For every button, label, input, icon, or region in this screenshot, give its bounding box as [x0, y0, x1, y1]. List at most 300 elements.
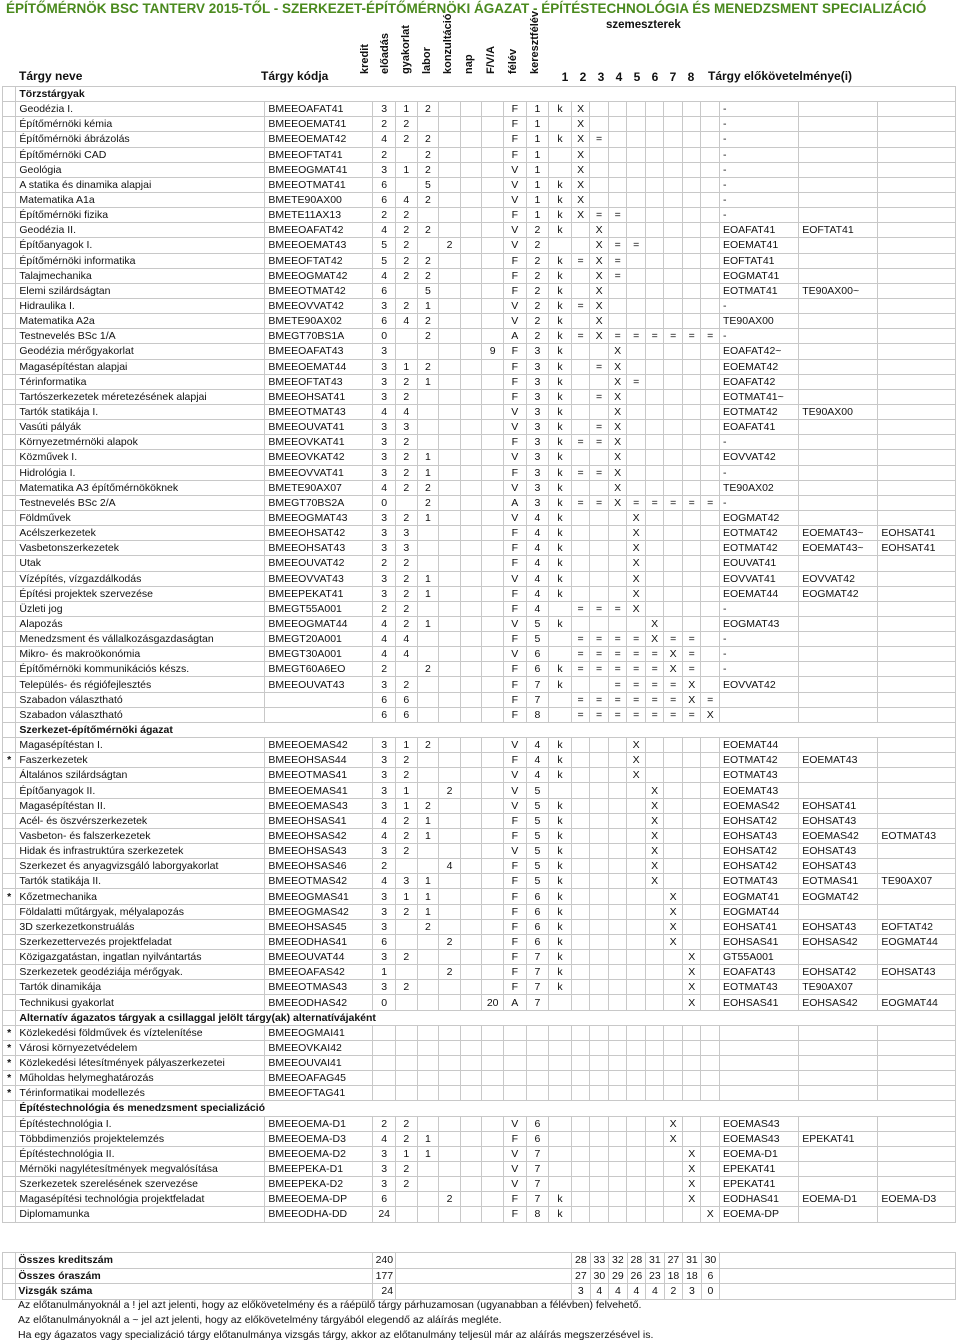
cell [701, 647, 720, 662]
cell [608, 571, 627, 586]
cell [608, 889, 627, 904]
alternative-marker [3, 404, 16, 419]
cell [682, 1086, 701, 1101]
cell: X [608, 374, 627, 389]
prerequisite [799, 1086, 878, 1101]
cell: V [503, 1161, 526, 1176]
subject-code: BMEEOEMA-D3 [265, 1131, 373, 1146]
alternative-marker [3, 828, 16, 843]
cell [682, 1116, 701, 1131]
cell: 2 [396, 1116, 418, 1131]
cell: 5 [526, 632, 549, 647]
cell [627, 919, 646, 934]
cell: 4 [526, 586, 549, 601]
cell [627, 1071, 646, 1086]
cell: 2 [396, 753, 418, 768]
subject-code: BMETE11AX13 [265, 208, 373, 223]
prerequisite [799, 647, 878, 662]
summary-row [3, 1284, 956, 1300]
cell [417, 1040, 439, 1055]
prerequisite: EOUVAT41 [719, 556, 798, 571]
section-title: Építéstechnológia és menedzsment specializáció [16, 1101, 956, 1116]
cell: = [701, 692, 720, 707]
cell [439, 904, 461, 919]
cell: = [571, 495, 590, 510]
cell [439, 1071, 461, 1086]
cell: F [503, 526, 526, 541]
cell [664, 147, 683, 162]
cell [439, 798, 461, 813]
alternative-marker [3, 420, 16, 435]
subject-code: BMEEOHSAS43 [265, 844, 373, 859]
prerequisite [878, 738, 956, 753]
prerequisite [878, 813, 956, 828]
prerequisite: EOTMAT42 [719, 526, 798, 541]
header-vertical-label: félév [507, 48, 519, 74]
prerequisite: EOHSAS42 [799, 934, 878, 949]
prerequisite: EOEMAT43~ [799, 526, 878, 541]
cell [439, 556, 461, 571]
prerequisite [878, 859, 956, 874]
cell: k [549, 965, 572, 980]
cell [682, 480, 701, 495]
cell [608, 738, 627, 753]
cell [720, 1268, 956, 1284]
subject-code: BMETE90AX02 [265, 314, 373, 329]
cell [417, 117, 439, 132]
prerequisite [799, 1177, 878, 1192]
cell [590, 616, 609, 631]
cell [571, 389, 590, 404]
cell: F [503, 117, 526, 132]
cell: = [627, 329, 646, 344]
cell [701, 314, 720, 329]
prerequisite: EOEMAS42 [799, 828, 878, 843]
cell: = [590, 601, 609, 616]
alternative-marker [3, 1192, 16, 1207]
table-row [3, 1207, 956, 1222]
cell [571, 404, 590, 419]
cell [460, 359, 482, 374]
alternative-marker [3, 344, 16, 359]
cell [439, 268, 461, 283]
cell: X [682, 980, 701, 995]
table-row [3, 526, 956, 541]
cell [439, 132, 461, 147]
cell [682, 208, 701, 223]
summary-table [2, 1252, 956, 1300]
cell [590, 1071, 609, 1086]
cell: 5 [526, 783, 549, 798]
cell: V [503, 238, 526, 253]
prerequisite [799, 1116, 878, 1131]
table-row [3, 268, 956, 283]
subject-name: Technikusi gyakorlat [16, 995, 265, 1010]
prerequisite: EOHSAT41 [878, 526, 956, 541]
header-subject-code: Tárgy kódja [261, 69, 329, 83]
cell [460, 889, 482, 904]
cell: 1 [417, 904, 439, 919]
cell: k [549, 374, 572, 389]
cell [460, 374, 482, 389]
cell [571, 1025, 590, 1040]
prerequisite [719, 1025, 798, 1040]
table-row [3, 738, 956, 753]
cell [571, 738, 590, 753]
cell [417, 344, 439, 359]
table-row [3, 329, 956, 344]
cell [645, 192, 664, 207]
cell [627, 798, 646, 813]
cell [460, 465, 482, 480]
cell [439, 874, 461, 889]
subject-name: Diplomamunka [16, 1207, 265, 1222]
cell: 3 [373, 677, 396, 692]
cell: 3 [396, 420, 418, 435]
table-row [3, 1192, 956, 1207]
cell [460, 632, 482, 647]
cell [701, 828, 720, 843]
cell: 6 [526, 889, 549, 904]
cell [645, 359, 664, 374]
cell [571, 344, 590, 359]
cell [701, 1116, 720, 1131]
cell: X [608, 480, 627, 495]
cell [608, 147, 627, 162]
prerequisite [799, 950, 878, 965]
cell [417, 556, 439, 571]
cell: 1 [526, 192, 549, 207]
cell [627, 344, 646, 359]
prerequisite [799, 435, 878, 450]
cell: k [549, 298, 572, 313]
alternative-marker [3, 783, 16, 798]
cell [608, 132, 627, 147]
cell [590, 526, 609, 541]
subject-code [265, 692, 373, 707]
cell: k [549, 526, 572, 541]
cell: 3 [373, 1161, 396, 1176]
cell [627, 147, 646, 162]
cell [482, 208, 504, 223]
subject-name: Magasépítéstan alapjai [16, 359, 265, 374]
cell [701, 223, 720, 238]
cell [439, 147, 461, 162]
cell [682, 420, 701, 435]
prerequisite [799, 707, 878, 722]
alternative-marker [3, 738, 16, 753]
cell: = [608, 253, 627, 268]
cell: 2 [417, 132, 439, 147]
cell [645, 435, 664, 450]
cell [460, 768, 482, 783]
cell [439, 1086, 461, 1101]
cell: X [645, 798, 664, 813]
cell: A [503, 329, 526, 344]
cell [645, 1192, 664, 1207]
subject-name: Testnevelés BSc 2/A [16, 495, 265, 510]
cell: 2 [396, 601, 418, 616]
cell [701, 132, 720, 147]
cell: 1 [396, 798, 418, 813]
section-header-row [3, 87, 956, 102]
alternative-marker [3, 253, 16, 268]
alternative-marker [3, 208, 16, 223]
prerequisite [799, 329, 878, 344]
cell: X [664, 934, 683, 949]
cell [482, 889, 504, 904]
cell: V [503, 844, 526, 859]
cell [526, 1025, 549, 1040]
prerequisite: TE90AX02 [719, 480, 798, 495]
prerequisite: TE90AX07 [799, 980, 878, 995]
alternative-marker [3, 359, 16, 374]
cell [627, 102, 646, 117]
cell [664, 1071, 683, 1086]
cell: V [503, 298, 526, 313]
subject-code: BMEEOUVAT44 [265, 950, 373, 965]
prerequisite [719, 707, 798, 722]
subject-code: BMEEOAFAG45 [265, 1071, 373, 1086]
cell: X [571, 192, 590, 207]
alternative-marker [3, 904, 16, 919]
cell [590, 344, 609, 359]
subject-code: BMEEOEMAT44 [265, 359, 373, 374]
cell: X [627, 601, 646, 616]
cell: V [503, 404, 526, 419]
subject-name: Térinformatika [16, 374, 265, 389]
cell: 3 [373, 450, 396, 465]
cell [645, 919, 664, 934]
prerequisite: EOGMAT42 [719, 510, 798, 525]
cell [627, 480, 646, 495]
cell [482, 692, 504, 707]
subject-name: Építőmérnöki kémia [16, 117, 265, 132]
prerequisite: EOEMAT43~ [799, 541, 878, 556]
prerequisite [799, 268, 878, 283]
header-semester-number: 4 [615, 70, 623, 84]
subject-code: BMEEOGMAT43 [265, 510, 373, 525]
subject-name: Tartószerkezetek méretezésének alapjai [16, 389, 265, 404]
summary-label: Összes kreditszám [16, 1253, 373, 1269]
cell [682, 283, 701, 298]
cell [396, 1056, 418, 1071]
cell [590, 1192, 609, 1207]
prerequisite: - [719, 177, 798, 192]
subject-code: BMEEOHSAS42 [265, 828, 373, 843]
cell [627, 314, 646, 329]
prerequisite: EOEMAS43 [719, 1131, 798, 1146]
prerequisite: - [719, 435, 798, 450]
cell [3, 1010, 16, 1025]
prerequisite: EPEKAT41 [799, 1131, 878, 1146]
cell [608, 828, 627, 843]
cell [645, 934, 664, 949]
cell [549, 1086, 572, 1101]
subject-code: BMEEOAFAT42 [265, 223, 373, 238]
cell [627, 1056, 646, 1071]
cell: 2 [417, 480, 439, 495]
header-vertical [357, 24, 373, 86]
subject-code: BMEEOAFAS42 [265, 965, 373, 980]
cell [664, 480, 683, 495]
alternative-marker [3, 314, 16, 329]
cell [571, 753, 590, 768]
prerequisite: EOHSAT42 [719, 859, 798, 874]
cell: 4 [526, 753, 549, 768]
subject-name: Matematika A2a [16, 314, 265, 329]
table-row [3, 950, 956, 965]
summary-semester-value: 26 [627, 1268, 646, 1284]
cell: 6 [396, 707, 418, 722]
prerequisite: EPEKAT41 [719, 1177, 798, 1192]
table-row [3, 510, 956, 525]
cell: X [645, 632, 664, 647]
cell [460, 1161, 482, 1176]
cell [682, 374, 701, 389]
alternative-marker [3, 844, 16, 859]
cell [439, 298, 461, 313]
prerequisite [878, 601, 956, 616]
cell: 3 [526, 404, 549, 419]
summary-row [3, 1253, 956, 1269]
cell [627, 1177, 646, 1192]
cell: k [549, 1207, 572, 1222]
cell [482, 556, 504, 571]
cell: k [549, 223, 572, 238]
subject-code: BMEEOVVAT43 [265, 571, 373, 586]
header-semester-number: 3 [597, 70, 605, 84]
cell [701, 616, 720, 631]
cell: = [590, 435, 609, 450]
cell [417, 389, 439, 404]
cell [439, 1177, 461, 1192]
cell [396, 495, 418, 510]
cell [460, 571, 482, 586]
section-title: Törzstárgyak [16, 87, 956, 102]
cell [482, 314, 504, 329]
cell [608, 1086, 627, 1101]
cell [549, 162, 572, 177]
cell: k [549, 132, 572, 147]
prerequisite [878, 359, 956, 374]
cell [645, 238, 664, 253]
prerequisite: EOHSAT41 [799, 798, 878, 813]
cell [701, 480, 720, 495]
table-row [3, 571, 956, 586]
cell [664, 344, 683, 359]
header-semester-number: 8 [687, 70, 695, 84]
cell: X [701, 707, 720, 722]
cell: 3 [373, 919, 396, 934]
cell [482, 904, 504, 919]
cell: 7 [526, 995, 549, 1010]
cell: 5 [526, 813, 549, 828]
cell: 1 [396, 102, 418, 117]
cell [645, 556, 664, 571]
subject-code: BMEEOEMAS43 [265, 798, 373, 813]
cell [682, 359, 701, 374]
cell [720, 1284, 956, 1300]
cell: k [549, 329, 572, 344]
cell: 6 [526, 1131, 549, 1146]
cell: = [664, 329, 683, 344]
alternative-marker [3, 495, 16, 510]
cell [627, 1207, 646, 1222]
cell [503, 1086, 526, 1101]
cell: k [549, 950, 572, 965]
prerequisite [799, 1146, 878, 1161]
prerequisite [799, 177, 878, 192]
cell [549, 1146, 572, 1161]
subject-code: BMEEOTMAT43 [265, 404, 373, 419]
cell [571, 1116, 590, 1131]
cell: = [627, 677, 646, 692]
prerequisite: EOHSAT43 [799, 844, 878, 859]
cell [590, 950, 609, 965]
cell: = [682, 632, 701, 647]
cell: X [682, 1192, 701, 1207]
cell [664, 874, 683, 889]
cell [701, 632, 720, 647]
cell [608, 102, 627, 117]
subject-name: A statika és dinamika alapjai [16, 177, 265, 192]
cell [373, 1071, 396, 1086]
cell [549, 238, 572, 253]
prerequisite [799, 298, 878, 313]
cell [664, 404, 683, 419]
cell [571, 1131, 590, 1146]
cell [439, 389, 461, 404]
alternative-marker [3, 647, 16, 662]
cell: = [645, 495, 664, 510]
table-row [3, 1086, 956, 1101]
cell: 1 [396, 359, 418, 374]
cell [460, 420, 482, 435]
cell [439, 329, 461, 344]
cell: X [627, 556, 646, 571]
cell [482, 177, 504, 192]
cell [701, 844, 720, 859]
cell [608, 1040, 627, 1055]
cell [460, 556, 482, 571]
prerequisite [878, 132, 956, 147]
cell [608, 753, 627, 768]
cell [664, 526, 683, 541]
header-vertical [440, 13, 456, 86]
cell: k [549, 177, 572, 192]
cell: = [608, 632, 627, 647]
cell: 2 [396, 510, 418, 525]
cell [482, 541, 504, 556]
cell: k [549, 844, 572, 859]
cell: = [645, 329, 664, 344]
cell [682, 404, 701, 419]
cell [682, 117, 701, 132]
cell: 4 [373, 404, 396, 419]
cell [571, 480, 590, 495]
cell [571, 374, 590, 389]
header-vertical-label: gyakorlat [400, 25, 412, 74]
header-vertical-label: keresztfélév [529, 11, 541, 74]
cell [590, 859, 609, 874]
cell [664, 435, 683, 450]
cell [590, 889, 609, 904]
alternative-marker [3, 283, 16, 298]
alternative-marker: * [3, 889, 16, 904]
cell [482, 844, 504, 859]
alternative-marker [3, 329, 16, 344]
